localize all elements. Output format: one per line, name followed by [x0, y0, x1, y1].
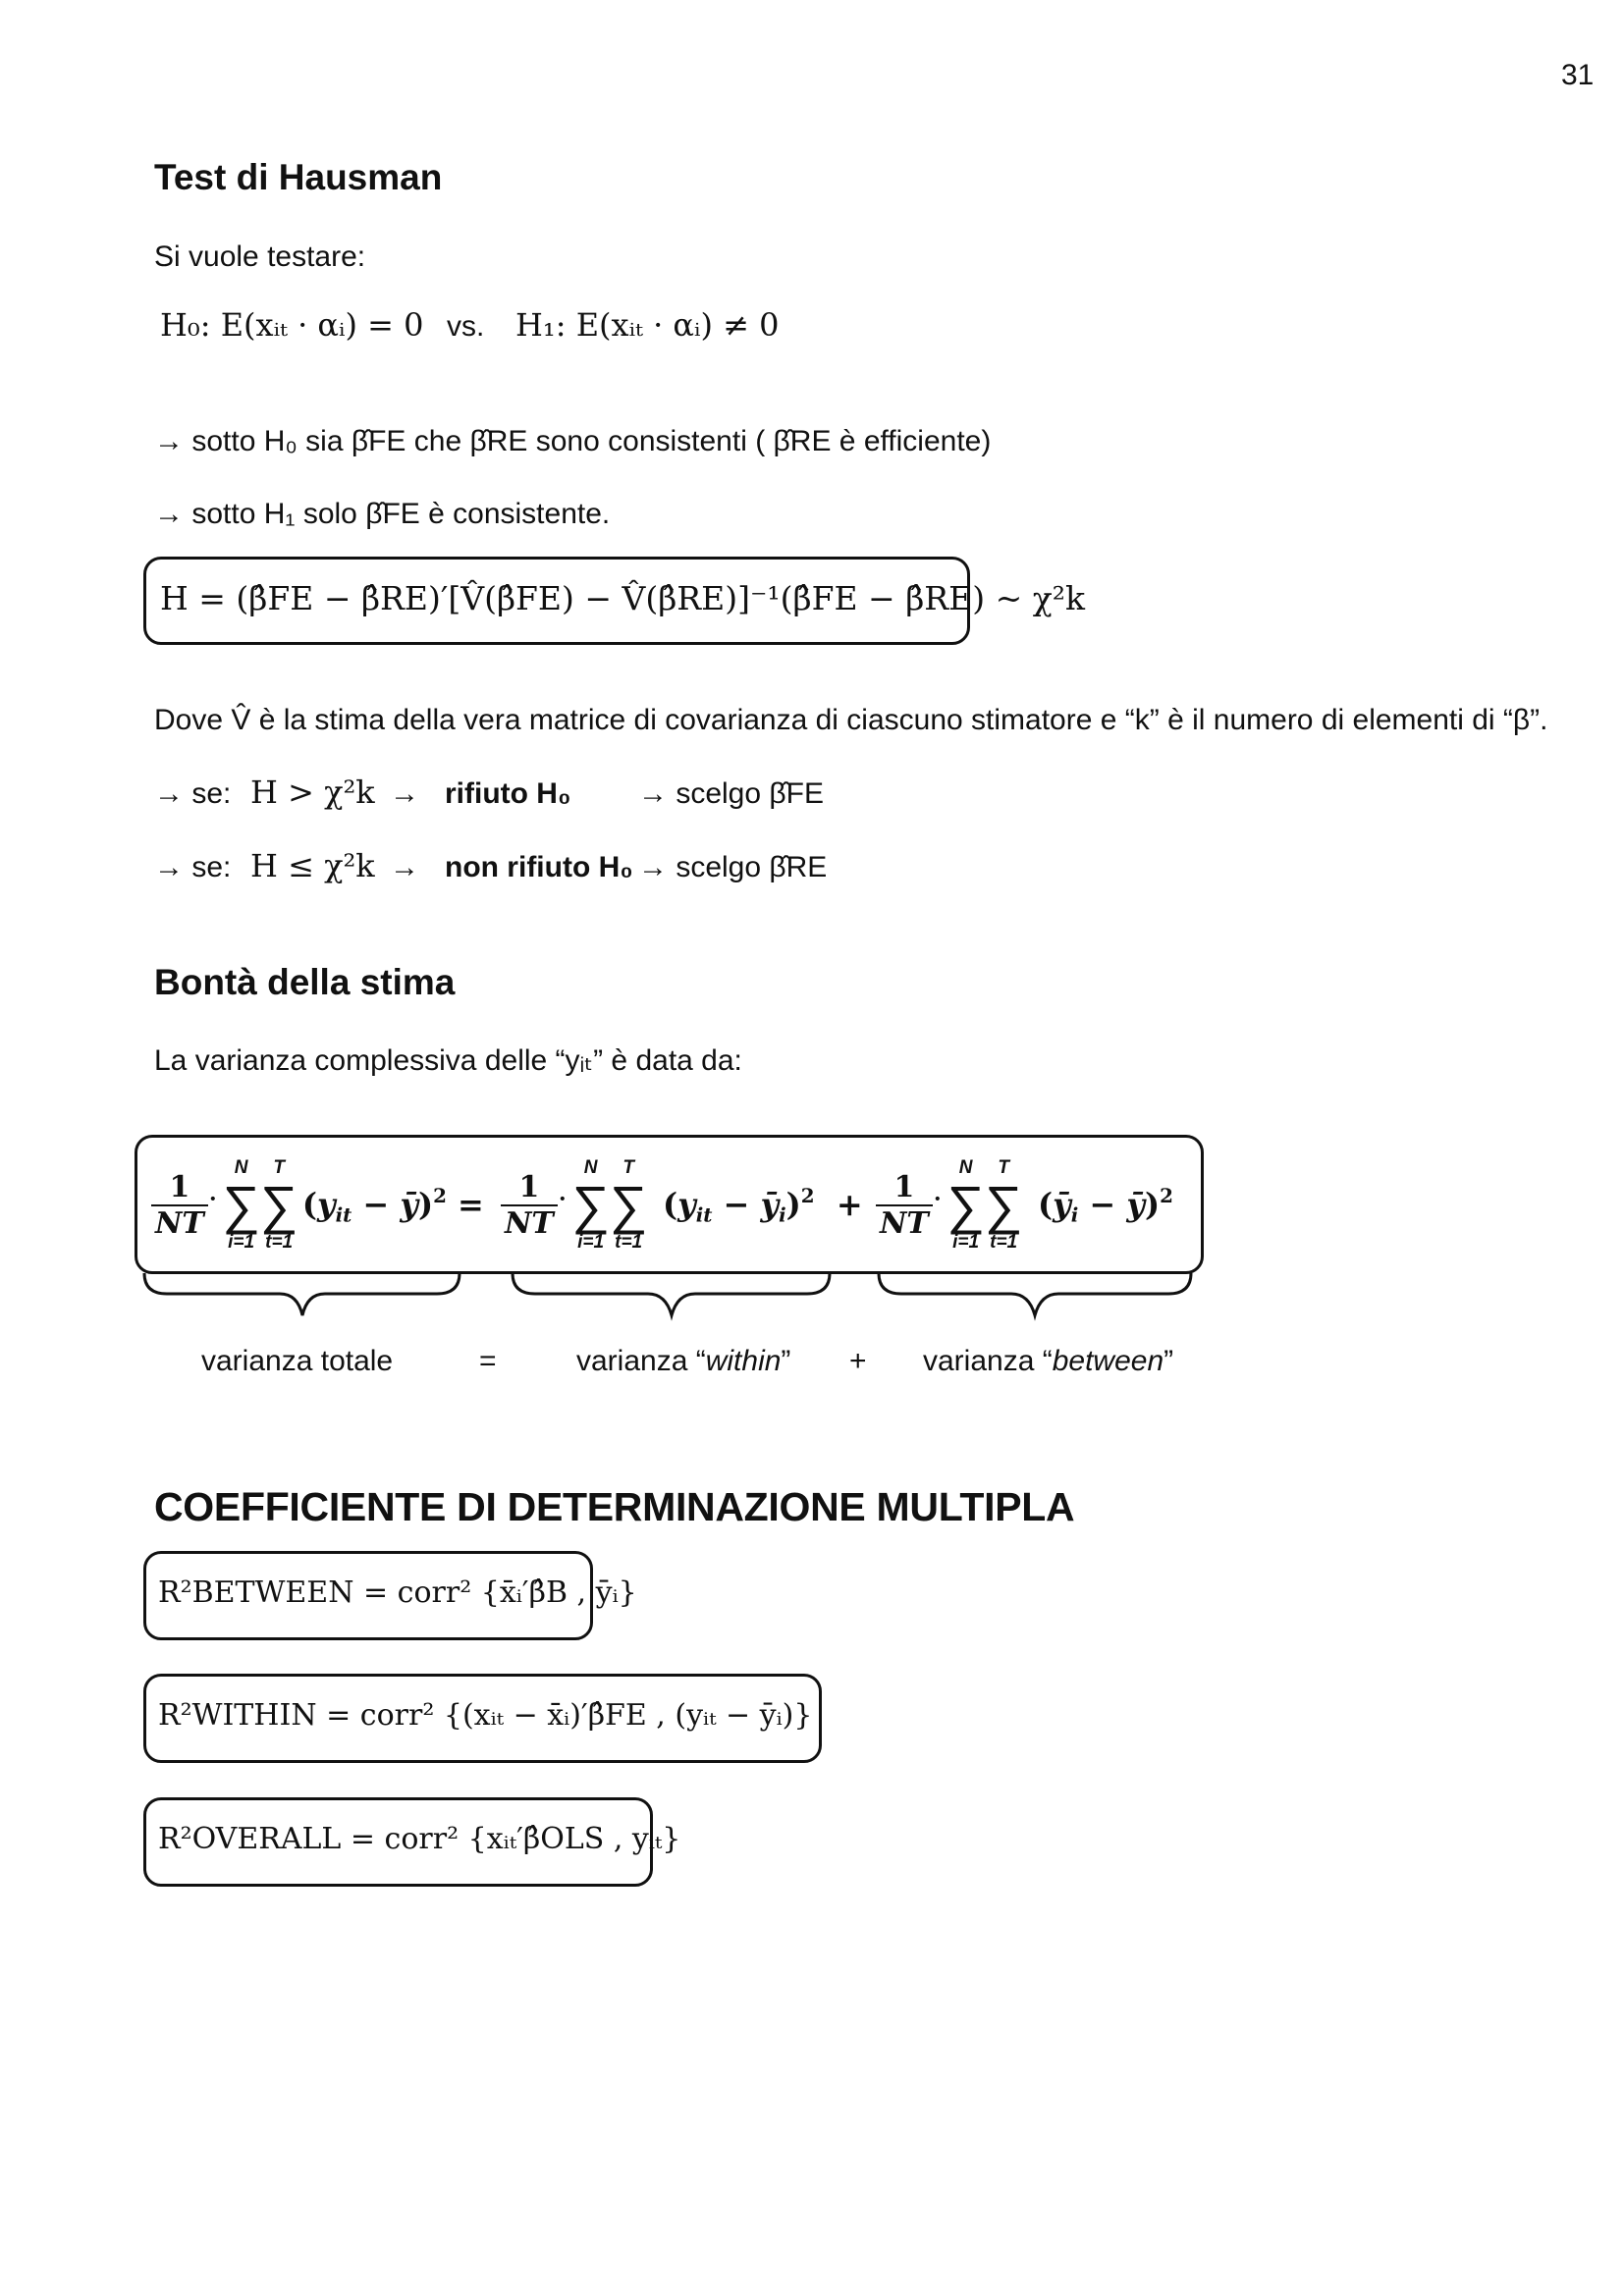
- h1-hypothesis: H₁: E(xᵢₜ · αᵢ) ≠ 0: [515, 306, 780, 344]
- sum-t-2: T ∑ t=1: [609, 1157, 648, 1253]
- r2-within-formula: R²WITHIN = corr² {(xᵢₜ − x̄ᵢ)′β̂FE , (yᵢₜ − ȳᵢ)}: [158, 1698, 813, 1733]
- rule1-arrow: →: [390, 777, 419, 810]
- fraction-1-nt: $\frac{1}{NT}$: [151, 1170, 208, 1241]
- r2-between-box: [143, 1551, 637, 1640]
- coefficiente-title: COEFFICIENTE DI DETERMINAZIONE MULTIPLA: [154, 1484, 1075, 1529]
- rule2-arrow: →: [390, 851, 419, 883]
- sum-i-1: N ∑ i=1: [222, 1157, 260, 1253]
- rule2-choice: → scelgo β̂RE: [638, 851, 828, 883]
- r2-between-formula: R²BETWEEN = corr² {x̄ᵢ′β̂B , ȳᵢ}: [158, 1575, 637, 1610]
- rule1-condition: H > χ²k: [250, 774, 375, 811]
- fraction-3-nt: $\frac{1}{NT}$: [876, 1170, 933, 1241]
- hausman-statistic: H = (β̂FE − β̂RE)′[V̂(β̂FE) − V̂(β̂RE)]⁻¹(β̂FE − β̂RE) ~ χ²k: [160, 579, 1085, 617]
- label-varianza-totale: varianza totale: [201, 1345, 394, 1377]
- r2-overall-box: [143, 1797, 681, 1887]
- label-varianza-within: varianza “within”: [576, 1345, 791, 1377]
- between-variance-term: $\frac{1}{NT}$ · N ∑ i=1 T ∑ t=1 ($ȳ_i$ − ȳ)$^2$: [876, 1157, 1173, 1254]
- sum-i-3: N ∑ i=1: [947, 1157, 985, 1253]
- underbrace-between: [879, 1273, 1191, 1315]
- hausman-title: Test di Hausman: [154, 157, 443, 197]
- where-text: Dove V̂ è la stima della vera matrice di covarianza di ciascuno stimatore e “k” è il numero di elementi di “β”.: [154, 704, 1548, 736]
- rule1-prefix: → se:: [154, 777, 232, 810]
- underbrace-total: [144, 1273, 460, 1315]
- r2-overall-formula: R²OVERALL = corr² {xᵢₜ′β̂OLS , yᵢₜ}: [158, 1822, 681, 1856]
- rule2-condition: H ≤ χ²k: [250, 847, 375, 884]
- r2-within-box: [143, 1674, 822, 1763]
- page-number: 31: [1561, 59, 1595, 91]
- hausman-intro: Si vuole testare:: [154, 240, 366, 273]
- label-equals: =: [479, 1345, 497, 1377]
- h0-hypothesis: H₀: E(xᵢₜ · αᵢ) = 0: [160, 306, 424, 344]
- bonta-title: Bontà della stima: [154, 962, 456, 1002]
- fraction-2-nt: $\frac{1}{NT}$: [501, 1170, 558, 1241]
- total-variance-term: $\frac{1}{NT}$ · N ∑ i=1 T ∑ t=1 ($y_{it}$ − ȳ)$^2$ =: [151, 1157, 484, 1254]
- label-varianza-between: varianza “between”: [923, 1345, 1174, 1377]
- rule2-decision: non rifiuto H₀: [445, 851, 633, 883]
- vs-label: vs.: [447, 310, 485, 343]
- label-plus: +: [849, 1345, 867, 1377]
- within-variance-term: $\frac{1}{NT}$ · N ∑ i=1 T ∑ t=1 ($y_{it}$ − $ȳ_i)^2$ +: [501, 1157, 863, 1254]
- sum-t-3: T ∑ t=1: [984, 1157, 1023, 1253]
- under-h1-text: → sotto H₁ solo β̂FE è consistente.: [154, 498, 611, 530]
- under-h0-text: → sotto H₀ sia β̂FE che β̂RE sono consistenti ( β̂RE è efficiente): [154, 425, 992, 457]
- bonta-intro: La varianza complessiva delle “yᵢₜ” è data da:: [154, 1044, 742, 1077]
- rule1-decision: rifiuto H₀: [445, 777, 571, 810]
- rule2-prefix: → se:: [154, 851, 232, 883]
- sum-i-2: N ∑ i=1: [571, 1157, 610, 1253]
- sum-t-1: T ∑ t=1: [259, 1157, 298, 1253]
- underbrace-within: [513, 1273, 830, 1315]
- rule1-choice: → scelgo β̂FE: [638, 777, 824, 810]
